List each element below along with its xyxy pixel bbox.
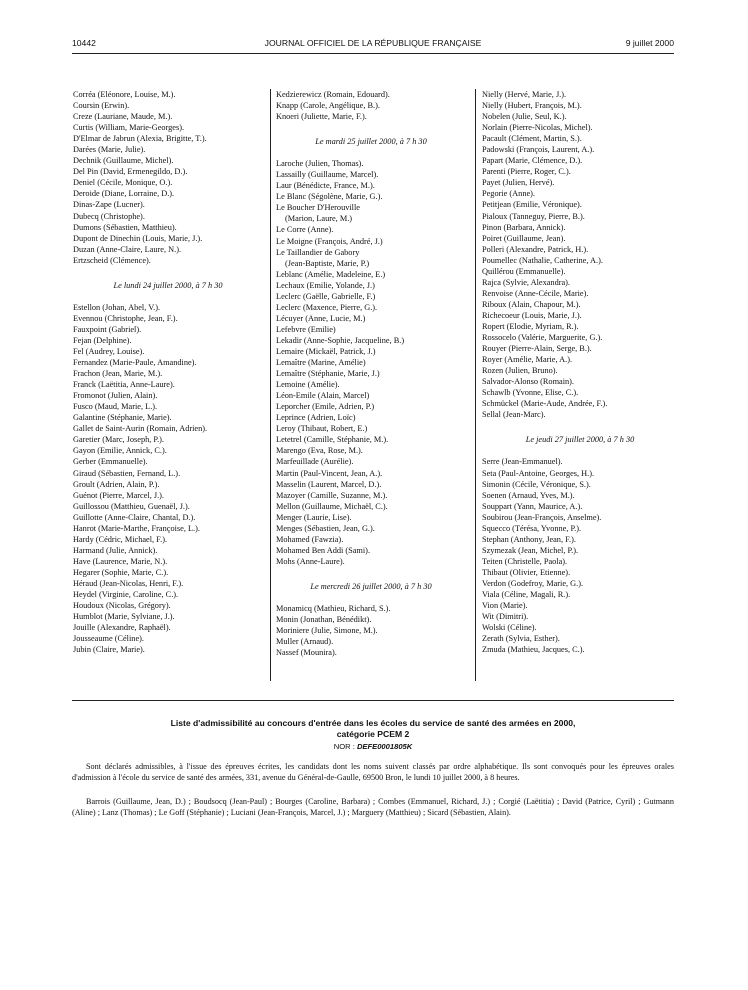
candidate-name: Pinon (Barbara, Annick). [482, 222, 566, 232]
candidate-name: Parenti (Pierre, Roger, C.). [482, 167, 571, 177]
candidate-name: Zerath (Sylvia, Esther). [482, 634, 560, 644]
candidate-name: Creze (Lauriane, Maude, M.). [73, 112, 173, 122]
candidate-name: Leblanc (Amélie, Madeleine, E.) [276, 269, 386, 279]
candidate-name: Masselin (Laurent, Marcel, D.). [276, 479, 382, 489]
candidate-name: Curtis (William, Marie-Georges). [73, 123, 185, 133]
candidate-name: Marengo (Eva, Rose, M.). [276, 446, 363, 456]
candidate-name: Wolski (Céline). [482, 623, 537, 633]
candidate-name: Monamicq (Mathieu, Richard, S.). [276, 603, 391, 613]
column-separator [475, 89, 476, 681]
column-separator [270, 89, 271, 681]
candidate-name: Le Taillandier de Gabory [276, 247, 360, 257]
candidate-name: Leprince (Adrien, Loïc) [276, 413, 356, 423]
candidate-name: Verdon (Godefroy, Marie, G.). [482, 578, 584, 588]
candidate-name: Estellon (Johan, Abel, V.). [73, 302, 161, 312]
section-paragraph-names: Barrois (Guillaume, Jean, D.) ; Boudsocq (Jean-Paul) ; Bourges (Caroline, Barbara) ; Combes (Emmanuel, Richard, J.) ; Corgié (Laëtitia) ; David (Patrice, Cyril) ; Gutmann (Aline) ; Lanz (Thomas) ; Le Goff (Stéphanie) ; Luciani (Jean-François, Marcel, J.) ; Marguery (Matthieu) ; Sicard (Sébastien, Alain). [72, 797, 674, 817]
section-rule [72, 700, 674, 701]
candidate-name: Guillossou (Matthieu, Guenaël, J.). [73, 501, 190, 511]
candidate-name: Teiten (Christelle, Paola). [482, 556, 568, 566]
candidate-name: Guillotte (Anne-Claire, Chantal, D.). [73, 512, 196, 522]
candidate-name: Lassailly (Guillaume, Marcel). [276, 170, 379, 180]
candidate-name: Soubirou (Jean-François, Anselme). [482, 512, 602, 522]
candidate-name: Knoeri (Juliette, Marie, F.). [276, 112, 367, 122]
candidate-name: Del Pin (David, Ermenegildo, D.). [73, 167, 188, 177]
candidate-name: Zmuda (Mathieu, Jacques, C.). [482, 645, 585, 655]
candidate-name: Salvador-Alonso (Romain). [482, 377, 575, 387]
candidate-name: Sellal (Jean-Marc). [482, 410, 546, 420]
candidate-name: Martin (Paul-Vincent, Jean, A.). [276, 468, 383, 478]
candidate-name: Riboux (Alain, Chapour, M.). [482, 299, 581, 309]
candidate-name: Hardy (Cédric, Michael, F.). [73, 534, 168, 544]
candidate-name: Royer (Amélie, Marie, A.). [482, 355, 573, 365]
candidate-name: Darées (Marie, Julie). [73, 145, 146, 155]
candidate-name: Polleri (Alexandre, Patrick, H.). [482, 244, 589, 254]
candidate-name: Groult (Adrien, Alain, P.). [73, 479, 160, 489]
candidate-name: Pialoux (Tanneguy, Pierre, B.). [482, 211, 585, 221]
candidate-name: Mohamed Ben Addi (Sami). [276, 545, 371, 555]
name-column-2 [276, 89, 466, 658]
candidate-name: Mellon (Guillaume, Michaël, C.). [276, 501, 388, 511]
candidate-name: Muller (Arnaud). [276, 637, 334, 647]
candidate-name: Dinas-Zape (Lucner). [73, 200, 145, 210]
candidate-name: Jousseaume (Céline). [73, 634, 144, 644]
candidate-name: Knapp (Carole, Angélique, B.). [276, 101, 380, 111]
candidate-name: Fernandez (Marie-Paule, Amandine). [73, 358, 197, 368]
candidate-name: Jouille (Alexandre, Raphaël). [73, 623, 171, 633]
candidate-name: Leclerc (Maxence, Pierre, G.). [276, 302, 378, 312]
session-heading: Le lundi 24 juillet 2000, à 7 h 30 [113, 280, 223, 290]
section-title [72, 718, 674, 740]
candidate-name: Heydel (Virginie, Caroline, C.). [73, 590, 179, 600]
candidate-name: Duzan (Anne-Claire, Laure, N.). [73, 244, 182, 254]
candidate-name: Fromonot (Julien, Alain). [73, 391, 158, 401]
candidate-name: Dubecq (Christophe). [73, 211, 145, 221]
candidate-name: Papart (Marie, Clémence, D.). [482, 156, 583, 166]
candidate-name: Viala (Céline, Magali, R.). [482, 590, 571, 600]
session-heading: Le mardi 25 juillet 2000, à 7 h 30 [315, 137, 427, 147]
candidate-name: Ertzscheid (Clémence). [73, 255, 151, 265]
candidate-name: Have (Laurence, Marie, N.). [73, 556, 168, 566]
candidate-name: Monin (Jonathan, Bénédikt). [276, 615, 372, 625]
candidate-name: Héraud (Jean-Nicolas, Henri, F.). [73, 578, 184, 588]
candidate-name: Leclerc (Gaëlle, Gabrielle, F.) [276, 291, 376, 301]
section-paragraph-intro: Sont déclarés admissibles, à l'issue des épreuves écrites, les candidats dont les noms suivent classés par ordre alphabétique. Ils sont convoqués pour les épreuves orales d'admission à l'école du service de santé des armées, 331, avenue du Général-de-Gaulle, 69500 Bron, le lundi 10 juillet 2000, à 8 heures. [72, 762, 674, 782]
candidate-name: Laroche (Julien, Thomas). [276, 159, 364, 169]
candidate-name: Rajca (Sylvie, Alexandra). [482, 277, 571, 287]
candidate-name: Marfeuillade (Aurélie). [276, 457, 354, 467]
candidate-name: Guénot (Pierre, Marcel, J.). [73, 490, 165, 500]
candidate-name: Nassef (Mounira). [276, 648, 337, 658]
name-column-3 [482, 89, 678, 655]
candidate-name: Laur (Bénédicte, France, M.). [276, 181, 375, 191]
candidate-name: Fejan (Delphine). [73, 335, 132, 345]
page-number: 10442 [72, 38, 96, 48]
candidate-name: Mohs (Anne-Laure). [276, 556, 345, 566]
candidate-name: Fusco (Maud, Marie, L.). [73, 402, 158, 412]
candidate-name: Poiret (Guillaume, Jean). [482, 233, 566, 243]
candidate-name: Letetrel (Camille, Stéphanie, M.). [276, 435, 389, 445]
candidate-name: Seta (Paul-Antoine, Georges, H.). [482, 468, 595, 478]
candidate-name: Léon-Emile (Alain, Marcel) [276, 391, 370, 401]
candidate-name: Rossocelo (Valérie, Marguerite, G.). [482, 333, 603, 343]
session-heading: Le mercredi 26 juillet 2000, à 7 h 30 [310, 581, 432, 591]
candidate-name: Menger (Laurie, Lise). [276, 512, 352, 522]
candidate-name: Norlain (Pierre-Nicolas, Michel). [482, 123, 593, 133]
section-title-line-2: catégorie PCEM 2 [336, 729, 410, 739]
candidate-name: Houdoux (Nicolas, Grégory). [73, 601, 171, 611]
candidate-name: Szymezak (Jean, Michel, P.). [482, 545, 579, 555]
candidate-name: Dupont de Dinechin (Louis, Marie, J.). [73, 233, 203, 243]
candidate-name: Garetier (Marc, Joseph, P.). [73, 435, 165, 445]
candidate-name: Humblot (Marie, Sylviane, J.). [73, 612, 175, 622]
journal-title: JOURNAL OFFICIEL DE LA RÉPUBLIQUE FRANÇAISE [264, 38, 482, 48]
candidate-name: Fauxpoint (Gabriel). [73, 324, 142, 334]
candidate-name: Deniel (Cécile, Monique, O.). [73, 178, 173, 188]
candidate-name: Le Blanc (Ségolène, Marie, G.). [276, 192, 383, 202]
candidate-name: Coursin (Erwin). [73, 101, 130, 111]
nor-reference [72, 742, 674, 751]
candidate-name: Pacault (Clément, Martin, S.). [482, 134, 582, 144]
candidate-name: Payet (Julien, Hervé). [482, 178, 555, 188]
candidate-name: Pegorie (Anne). [482, 189, 535, 199]
candidate-name: Frachon (Jean, Marie, M.). [73, 369, 163, 379]
candidate-name: Giraud (Sébastien, Fernand, L.). [73, 468, 181, 478]
candidate-name: Rozen (Julien, Bruno). [482, 366, 558, 376]
candidate-name: Gerber (Emmanuelle). [73, 457, 148, 467]
candidate-name: Harmand (Julie, Annick). [73, 545, 158, 555]
candidate-name: Jubin (Claire, Marie). [73, 645, 145, 655]
candidate-name: Lefebvre (Emilie) [276, 324, 336, 334]
candidate-name: D'Elmar de Jabrun (Alexia, Brigitte, T.). [73, 134, 207, 144]
candidate-name: Nobelen (Julie, Seul, K.). [482, 112, 567, 122]
candidate-name: Hegarer (Sophie, Marie, C.). [73, 567, 169, 577]
candidate-name: Hanrot (Marie-Marthe, Françoise, L.). [73, 523, 200, 533]
section-title-line-1: Liste d'admissibilité au concours d'entrée dans les écoles du service de santé des armées en 2000, [170, 718, 576, 728]
candidate-name: Leporcher (Emile, Adrien, P.) [276, 402, 375, 412]
candidate-name: Rouyer (Pierre-Alain, Serge, B.). [482, 344, 592, 354]
candidate-name: Petitjean (Emilie, Véronique). [482, 200, 582, 210]
candidate-name: Serre (Jean-Emmanuel). [482, 457, 563, 467]
candidate-name: Simonin (Cécile, Véronique, S.). [482, 479, 591, 489]
candidate-name: Schawlb (Yvonne, Elise, C.). [482, 388, 579, 398]
candidate-name: Mohamed (Fawzia). [276, 534, 344, 544]
candidate-name: Lemoine (Amélie). [276, 380, 340, 390]
candidate-name: Deroide (Diane, Lorraine, D.). [73, 189, 175, 199]
candidate-name: Lechaux (Emilie, Yolande, J.) [276, 280, 375, 290]
candidate-name: Menges (Sébastien, Jean, G.). [276, 523, 375, 533]
candidate-name: Squecco (Térésa, Yvonne, P.). [482, 523, 582, 533]
candidate-name: Lekadir (Anne-Sophie, Jacqueline, B.) [276, 335, 405, 345]
candidate-name: Lécuyer (Anne, Lucie, M.) [276, 313, 366, 323]
candidate-name: Souppart (Yann, Maurice, A.). [482, 501, 583, 511]
candidate-name: Gayon (Emilie, Annick, C.). [73, 446, 167, 456]
candidate-name: Renvoise (Anne-Cécile, Marie). [482, 288, 589, 298]
candidate-name: Lemaître (Marine, Amélie) [276, 358, 366, 368]
candidate-name: Moriniere (Julie, Simone, M.). [276, 626, 378, 636]
candidate-name: Kedzierewicz (Romain, Edouard). [276, 90, 390, 99]
candidate-name: Nielly (Hubert, François, M.). [482, 101, 582, 111]
candidate-name: (Jean-Baptiste, Marie, P.) [285, 258, 370, 268]
nor-label: NOR : [333, 742, 355, 751]
candidate-name: Richecoeur (Louis, Marie, J.). [482, 310, 582, 320]
candidate-name: Thibaut (Olivier, Etienne). [482, 567, 571, 577]
header-rule [72, 53, 674, 54]
candidate-name: Le Moigne (François, André, J.) [276, 236, 383, 246]
name-column-1 [73, 89, 263, 655]
candidate-name: Lemaître (Stéphanie, Marie, J.) [276, 369, 380, 379]
candidate-name: Fel (Audrey, Louise). [73, 346, 145, 356]
candidate-name: Galantine (Stéphanie, Marie). [73, 413, 172, 423]
candidate-name: Vion (Marie). [482, 601, 528, 611]
candidate-name: Quillérou (Emmanuelle). [482, 266, 566, 276]
candidate-name: Soenen (Arnaud, Yves, M.). [482, 490, 575, 500]
candidate-name: Corréa (Eléonore, Louise, M.). [73, 90, 176, 99]
candidate-name: Ropert (Elodie, Myriam, R.). [482, 321, 579, 331]
candidate-name: Schmückel (Marie-Aude, Andrée, F.). [482, 399, 608, 409]
candidate-name: Nielly (Hervé, Marie, J.). [482, 90, 567, 99]
candidate-name: Dechnik (Guillaume, Michel). [73, 156, 174, 166]
candidate-name: Gallet de Saint-Aurin (Romain, Adrien). [73, 424, 208, 434]
candidate-name: Mazoyer (Camille, Suzanne, M.). [276, 490, 388, 500]
session-heading: Le jeudi 27 juillet 2000, à 7 h 30 [525, 435, 635, 445]
candidate-name: Wit (Dimitri). [482, 612, 529, 622]
candidate-name: Dumons (Sébastien, Matthieu). [73, 222, 177, 232]
nor-code: DEFE0001805K [356, 742, 413, 751]
candidate-name: Lemaire (Mickaël, Patrick, J.) [276, 346, 376, 356]
candidate-name: Leroy (Thibaut, Robert, E.) [276, 424, 368, 434]
candidate-name: Evennou (Christophe, Jean, F.). [73, 313, 178, 323]
candidate-name: Le Corre (Anne). [276, 225, 334, 235]
candidate-name: Poumellec (Nathalie, Catherine, A.). [482, 255, 603, 265]
page-header [72, 38, 674, 52]
candidate-name: (Marion, Laure, M.) [285, 214, 353, 224]
candidate-name: Padowski (François, Laurent, A.). [482, 145, 595, 155]
candidate-name: Franck (Laëtitia, Anne-Laure). [73, 380, 175, 390]
publication-date: 9 juillet 2000 [625, 38, 674, 48]
candidate-name: Le Boucher D'Herouville [276, 203, 360, 213]
candidate-name: Stephan (Anthony, Jean, F.). [482, 534, 576, 544]
